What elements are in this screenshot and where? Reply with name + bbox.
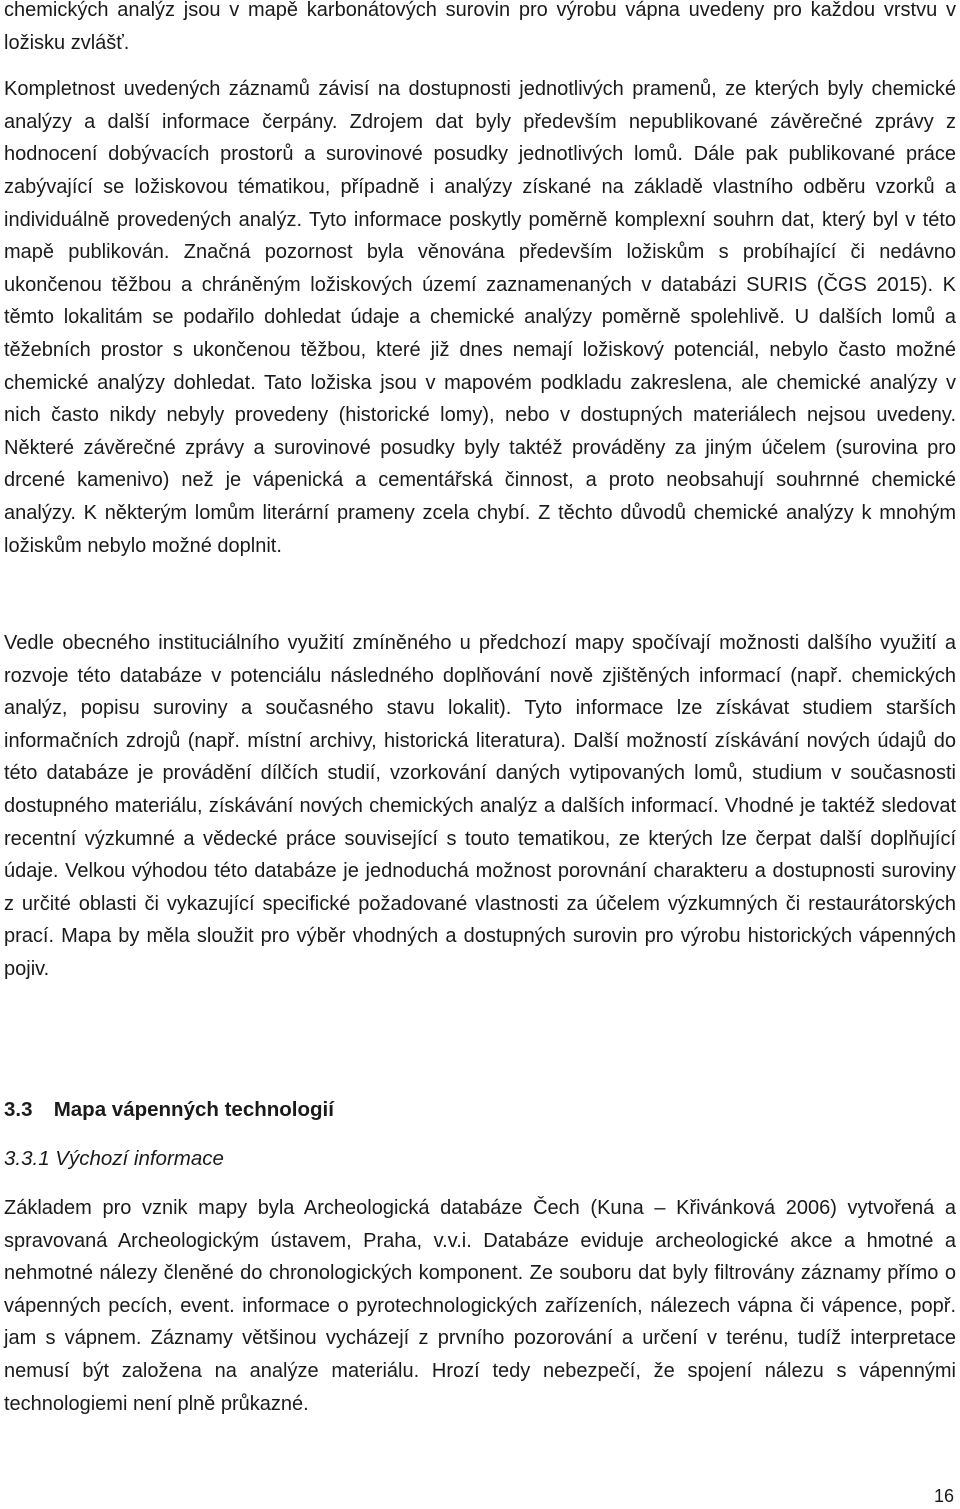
paragraph-sources: Kompletnost uvedených záznamů závisí na dostupnosti jednotlivých pramenů, ze kterých byly chemické analýzy a další informace čerpány. Zdrojem dat byly především nepublikované závěrečné zprávy z hodnocení dobývacích prostorů a surovinové posudky jednotlivých lomů. Dále pak publikované práce zabývající se ložiskovou tématikou, případně i analýzy získané na základě vlastního odběru vzorků a individuálně provedených analýz. Tyto informace poskytly poměrně komplexní souhrn dat, který byl v této mapě publikován. Značná pozornost byla věnována především ložiskům s probíhající či nedávno ukončenou těžbou a chráněným ložiskových území zaznamenaných v databázi SURIS (ČGS 2015). K těmto lokalitám se podařilo dohledat údaje a chemické analýzy poměrně spolehlivě. U dalších lomů a těžebních prostor s ukončenou těžbou, které již dnes nemají ložiskový potenciál, nebylo často možné chemické analýzy dohledat. Tato ložiska jsou v mapovém podkladu zakreslena, ale chemické analýzy v nich často nikdy nebyly provedeny (historické lomy), nebo v dostupných materiálech nejsou uvedeny. Některé závěrečné zprávy a surovinové posudky byly taktéž prováděny za jiným účelem (surovina pro drcené kamenivo) než je vápenická a cementářská činnost, a proto neobsahují souhrnné chemické analýzy. K některým lomům literární prameny zcela chybí. Z těchto důvodů chemické analýzy k mnohým ložiskům nebylo možné doplnit. — [4, 78, 956, 557]
paragraph-intro — [4, 0, 956, 562]
subsection-heading: 3.3.1 Výchozí informace — [4, 1147, 224, 1170]
page-number: 16 — [933, 1486, 954, 1506]
paragraph-intro-first: chemických analýz jsou v mapě karbonátových surovin pro výrobu vápna uvedeny pro každou vrstvu v ložisku zvlášť. — [4, 0, 956, 54]
paragraph-database-use: Vedle obecného instituciálního využití zmíněného u předchozí mapy spočívají možnosti dalšího využití a rozvoje této databáze v potenciálu následného doplňování nově zjištěných informací (např. chemických analýz, popisu suroviny a současného stavu lokalit). Tyto informace lze získávat studiem starších informačních zdrojů (např. místní archivy, historická literatura). Další možností získávání nových údajů do této databáze je provádění dílčích studií, vzorkování daných vytipovaných lomů, studium v současnosti dostupného materiálu, získávání nových chemických analýz a dalších informací. Vhodné je taktéž sledovat recentní výzkumné a vědecké práce související s touto tematikou, ze kterých lze čerpat další doplňující údaje. Velkou výhodou této databáze je jednoduchá možnost porovnání charakteru a dostupnosti suroviny z určité oblasti či vykazující specifické požadované vlastnosti za účelem výzkumných či restaurátorských prací. Mapa by měla sloužit pro výběr vhodných a dostupných surovin pro výrobu historických vápenných pojiv. — [4, 632, 956, 980]
paragraph-archaeological-database: Základem pro vznik mapy byla Archeologická databáze Čech (Kuna – Křivánková 2006) vytvořená a spravovaná Archeologickým ústavem, Praha, v.v.i. Databáze eviduje archeologické akce a hmotné a nehmotné nálezy členěné do chronologických komponent. Ze souboru dat byly filtrovány záznamy přímo o vápenných pecích, event. informace o pyrotechnologických zařízeních, nálezech vápna či vápence, popř. jam s vápnem. Záznamy většinou vycházejí z prvního pozorování a určení v terénu, tudíž interpretace nemusí být založena na analýze materiálu. Hrozí tedy nebezpečí, že spojení nálezu s vápennými technologiemi není plně průkazné. — [4, 1197, 956, 1415]
section-number: 3.3 — [4, 1098, 33, 1121]
section-heading — [4, 1095, 334, 1125]
section-title: Mapa vápenných technologií — [53, 1098, 334, 1121]
